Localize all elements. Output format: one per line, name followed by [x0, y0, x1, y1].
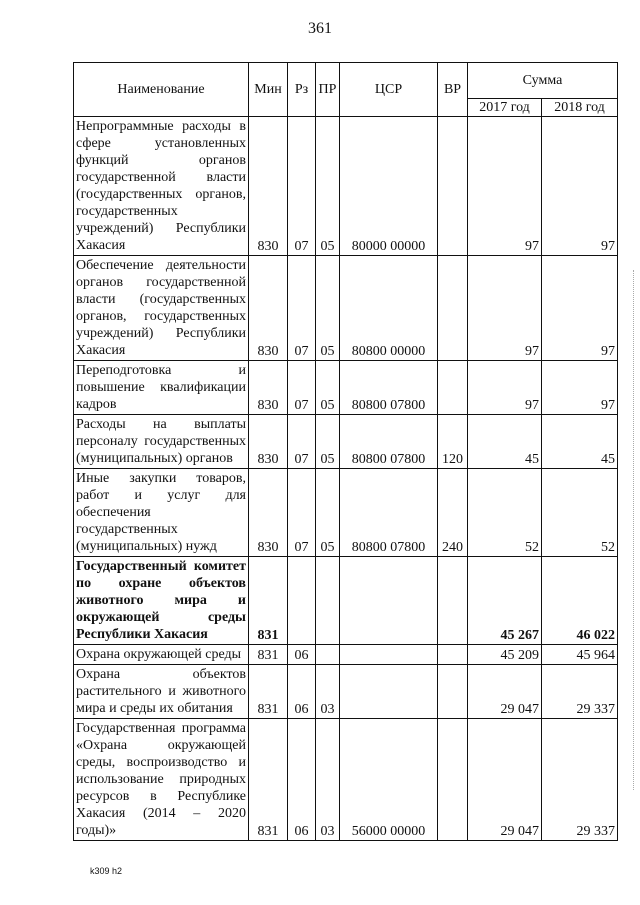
cell-pr: 03	[316, 665, 340, 719]
cell-rz: 06	[288, 665, 316, 719]
table-row	[74, 645, 618, 665]
cell-min: 830	[249, 117, 288, 256]
cell-sum-2017: 45	[468, 415, 542, 469]
header-rz: Рз	[288, 63, 316, 117]
cell-sum-2018: 52	[542, 469, 618, 557]
header-min: Мин	[249, 63, 288, 117]
budget-table	[73, 62, 618, 841]
cell-sum-2018: 29 337	[542, 719, 618, 841]
cell-vr	[438, 665, 468, 719]
cell-rz: 07	[288, 361, 316, 415]
cell-sum-2018: 45	[542, 415, 618, 469]
header-sum: Сумма	[468, 63, 618, 99]
cell-name: Государственный комитет по охране объектов животного мира и окружающей среды Республики Хакасия	[74, 557, 249, 645]
scan-edge-mark	[632, 270, 634, 790]
cell-sum-2018: 97	[542, 361, 618, 415]
table-row	[74, 361, 618, 415]
table-row	[74, 415, 618, 469]
cell-sum-2017: 45 209	[468, 645, 542, 665]
cell-sum-2017: 97	[468, 117, 542, 256]
cell-vr	[438, 719, 468, 841]
table-row	[74, 469, 618, 557]
cell-csr: 80000 00000	[340, 117, 438, 256]
cell-min: 831	[249, 719, 288, 841]
cell-vr: 120	[438, 415, 468, 469]
cell-sum-2018: 46 022	[542, 557, 618, 645]
cell-name: Охрана объектов растительного и животного мира и среды их обитания	[74, 665, 249, 719]
header-year-2017: 2017 год	[468, 99, 542, 117]
cell-pr: 05	[316, 361, 340, 415]
cell-sum-2017: 45 267	[468, 557, 542, 645]
cell-rz: 06	[288, 719, 316, 841]
header-vr: ВР	[438, 63, 468, 117]
cell-vr	[438, 361, 468, 415]
cell-name: Обеспечение деятельности органов государственной власти (государственных органов, государственных учреждений) Республики Хакасия	[74, 256, 249, 361]
cell-vr: 240	[438, 469, 468, 557]
cell-pr: 03	[316, 719, 340, 841]
cell-vr	[438, 117, 468, 256]
page-number: 361	[308, 20, 332, 37]
cell-min: 831	[249, 557, 288, 645]
cell-pr	[316, 557, 340, 645]
cell-csr: 80800 07800	[340, 361, 438, 415]
cell-csr: 56000 00000	[340, 719, 438, 841]
cell-csr	[340, 665, 438, 719]
header-year-2018: 2018 год	[542, 99, 618, 117]
cell-name: Иные закупки товаров, работ и услуг для обеспечения государственных (муниципальных) нужд	[74, 469, 249, 557]
cell-pr: 05	[316, 256, 340, 361]
cell-min: 830	[249, 415, 288, 469]
cell-pr: 05	[316, 469, 340, 557]
cell-sum-2018: 29 337	[542, 665, 618, 719]
cell-sum-2017: 97	[468, 256, 542, 361]
cell-name: Непрограммные расходы в сфере установленных функций органов государственной власти (государственных органов, государственных учреждений) Республики Хакасия	[74, 117, 249, 256]
cell-pr: 05	[316, 117, 340, 256]
cell-min: 830	[249, 361, 288, 415]
cell-sum-2017: 97	[468, 361, 542, 415]
cell-sum-2018: 45 964	[542, 645, 618, 665]
cell-rz: 07	[288, 256, 316, 361]
cell-min: 830	[249, 469, 288, 557]
cell-min: 831	[249, 645, 288, 665]
cell-name: Охрана окружающей среды	[74, 645, 249, 665]
cell-name: Государственная программа «Охрана окружающей среды, воспроизводство и использование природных ресурсов в Республике Хакасия (2014 – 2020 годы)»	[74, 719, 249, 841]
cell-sum-2017: 29 047	[468, 665, 542, 719]
table-row	[74, 256, 618, 361]
cell-sum-2017: 29 047	[468, 719, 542, 841]
cell-min: 830	[249, 256, 288, 361]
cell-csr: 80800 07800	[340, 469, 438, 557]
cell-rz	[288, 557, 316, 645]
cell-csr	[340, 645, 438, 665]
cell-rz: 07	[288, 117, 316, 256]
cell-pr	[316, 645, 340, 665]
table-row	[74, 665, 618, 719]
cell-sum-2018: 97	[542, 256, 618, 361]
cell-min: 831	[249, 665, 288, 719]
cell-rz: 07	[288, 415, 316, 469]
cell-vr	[438, 557, 468, 645]
table-row	[74, 719, 618, 841]
table-row	[74, 557, 618, 645]
cell-rz: 06	[288, 645, 316, 665]
header-name: Наименование	[74, 63, 249, 117]
cell-sum-2018: 97	[542, 117, 618, 256]
cell-pr: 05	[316, 415, 340, 469]
cell-vr	[438, 256, 468, 361]
cell-vr	[438, 645, 468, 665]
cell-csr	[340, 557, 438, 645]
header-csr: ЦСР	[340, 63, 438, 117]
cell-csr: 80800 07800	[340, 415, 438, 469]
header-pr: ПР	[316, 63, 340, 117]
cell-name: Расходы на выплаты персоналу государственных (муниципальных) органов	[74, 415, 249, 469]
cell-sum-2017: 52	[468, 469, 542, 557]
cell-csr: 80800 00000	[340, 256, 438, 361]
cell-rz: 07	[288, 469, 316, 557]
cell-name: Переподготовка и повышение квалификации кадров	[74, 361, 249, 415]
footer-code: k309 h2	[90, 866, 123, 876]
table-row	[74, 117, 618, 256]
table-body	[74, 117, 618, 841]
